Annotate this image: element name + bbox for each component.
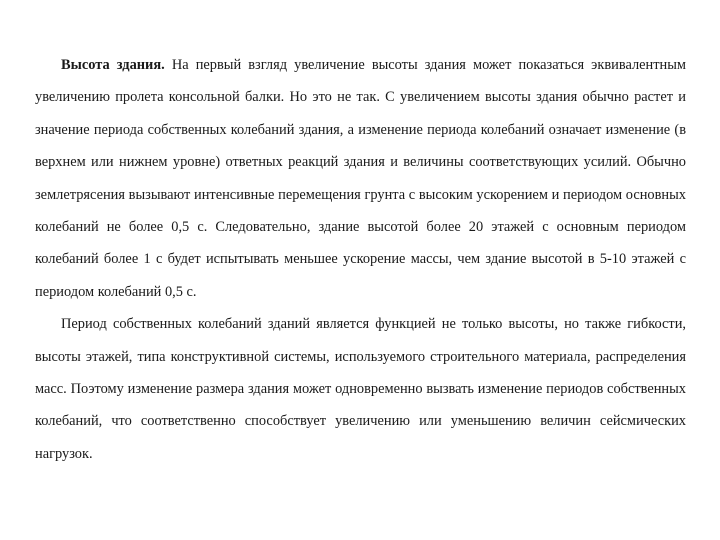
paragraph-body-text: На первый взгляд увеличение высоты здания может показаться эквивалентным увеличению пролета консольной балки. Но это не так. С увеличением высоты здания обычно растет и значение периода собственных колебаний здания, а изменение периода колебаний означает изменение (в верхнем или нижнем уровне) ответных реакций здания и величины соответствующих усилий. Обычно землетрясения вызывают интенсивные перемещения грунта с высоким ускорением и периодом основных колебаний не более 0,5 с. Следовательно, здание высотой более 20 этажей с основным периодом колебаний более 1 с будет испытывать меньшее ускорение массы, чем здание высотой в 5-10 этажей с периодом колебаний 0,5 с. bbox=[35, 57, 686, 300]
paragraph-lead-title: Высота здания. bbox=[61, 57, 165, 73]
paragraph-body-text: Период собственных колебаний зданий является функцией не только высоты, но также гибкости, высоты этажей, типа конструктивной системы, используемого строительного материала, распределения масс. Поэтому изменение размера здания может одновременно вызвать изменение периодов собственных колебаний, что соответственно способствует увеличению или уменьшению величин сейсмических нагрузок. bbox=[35, 316, 686, 462]
paragraph-building-height bbox=[35, 49, 686, 308]
document-page bbox=[35, 49, 686, 470]
paragraph-natural-period bbox=[35, 308, 686, 470]
